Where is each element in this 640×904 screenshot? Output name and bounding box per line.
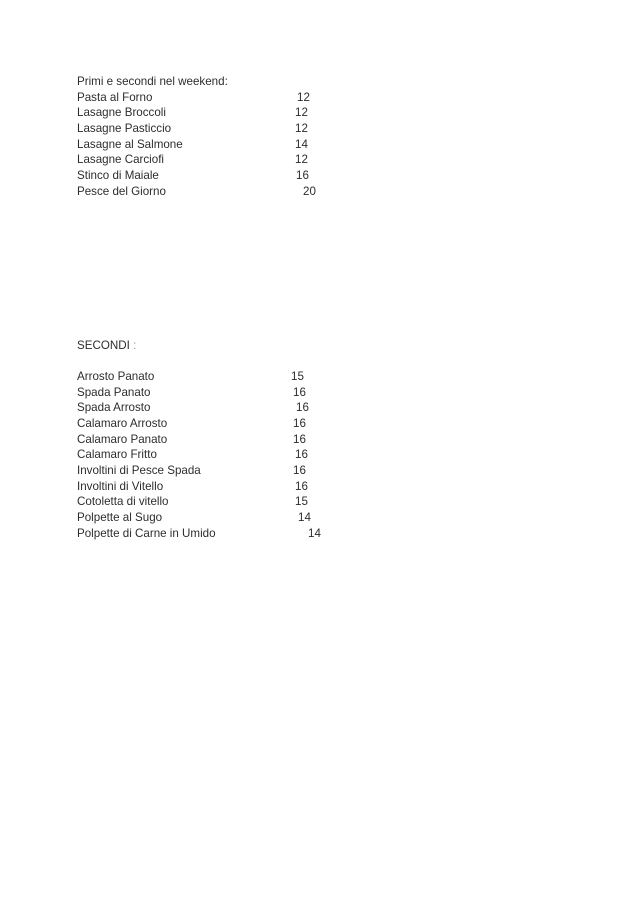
menu-row (77, 168, 557, 184)
menu-row (77, 137, 557, 153)
menu-item-price: 12 (297, 90, 310, 104)
menu-item-price: 14 (295, 137, 308, 151)
menu-item-name: Calamaro Panato (77, 432, 168, 446)
weekend-section-heading: Primi e secondi nel weekend: (77, 75, 228, 88)
menu-row (77, 494, 557, 510)
menu-item-name: Polpette al Sugo (77, 511, 163, 525)
secondi-heading-label: SECONDI (77, 338, 130, 352)
menu-item-price: 15 (295, 495, 308, 509)
menu-row (77, 463, 557, 479)
menu-row (77, 432, 557, 448)
menu-item-name: Cotoletta di vitello (77, 495, 169, 509)
menu-item-price: 14 (308, 526, 321, 540)
menu-row (77, 400, 557, 416)
menu-row (77, 184, 557, 200)
menu-row (77, 385, 557, 401)
secondi-menu-list (77, 369, 557, 542)
menu-row (77, 90, 557, 106)
menu-item-name: Stinco di Maiale (77, 169, 159, 183)
menu-item-price: 16 (295, 479, 308, 493)
menu-row (77, 526, 557, 542)
secondi-section-heading (77, 338, 557, 354)
menu-row (77, 152, 557, 168)
menu-item-price: 14 (298, 511, 311, 525)
menu-item-price: 16 (293, 432, 306, 446)
menu-item-name: Calamaro Fritto (77, 448, 157, 462)
document-body (77, 74, 557, 541)
menu-item-price: 16 (293, 416, 306, 430)
section-spacer (77, 200, 557, 338)
menu-item-price: 16 (296, 401, 309, 415)
menu-item-price: 12 (295, 122, 308, 136)
menu-item-name: Spada Panato (77, 385, 151, 399)
secondi-heading-colon: : (133, 338, 137, 352)
menu-item-price: 15 (291, 369, 304, 383)
menu-item-name: Arrosto Panato (77, 369, 155, 383)
weekend-menu-list (77, 90, 557, 200)
menu-item-price: 16 (295, 448, 308, 462)
menu-row (77, 121, 557, 137)
menu-item-price: 12 (295, 106, 308, 120)
menu-row (77, 479, 557, 495)
menu-item-price: 16 (293, 464, 306, 478)
menu-item-name: Calamaro Arrosto (77, 416, 168, 430)
menu-row (77, 369, 557, 385)
menu-item-name: Pesce del Giorno (77, 184, 166, 198)
heading-gap (77, 353, 557, 369)
menu-item-name: Lasagne Carciofi (77, 153, 165, 167)
menu-item-price: 16 (296, 169, 309, 183)
menu-item-name: Pasta al Forno (77, 90, 153, 104)
menu-row (77, 447, 557, 463)
menu-item-name: Lasagne al Salmone (77, 137, 183, 151)
menu-row (77, 416, 557, 432)
menu-item-name: Lasagne Broccoli (77, 106, 166, 120)
menu-row (77, 510, 557, 526)
menu-row (77, 105, 557, 121)
menu-item-price: 12 (295, 153, 308, 167)
menu-item-name: Polpette di Carne in Umido (77, 526, 216, 540)
menu-item-price: 16 (293, 385, 306, 399)
menu-item-name: Spada Arrosto (77, 401, 151, 415)
menu-item-name: Involtini di Vitello (77, 479, 164, 493)
menu-item-name: Lasagne Pasticcio (77, 122, 172, 136)
menu-item-price: 20 (303, 184, 316, 198)
menu-item-name: Involtini di Pesce Spada (77, 464, 201, 478)
